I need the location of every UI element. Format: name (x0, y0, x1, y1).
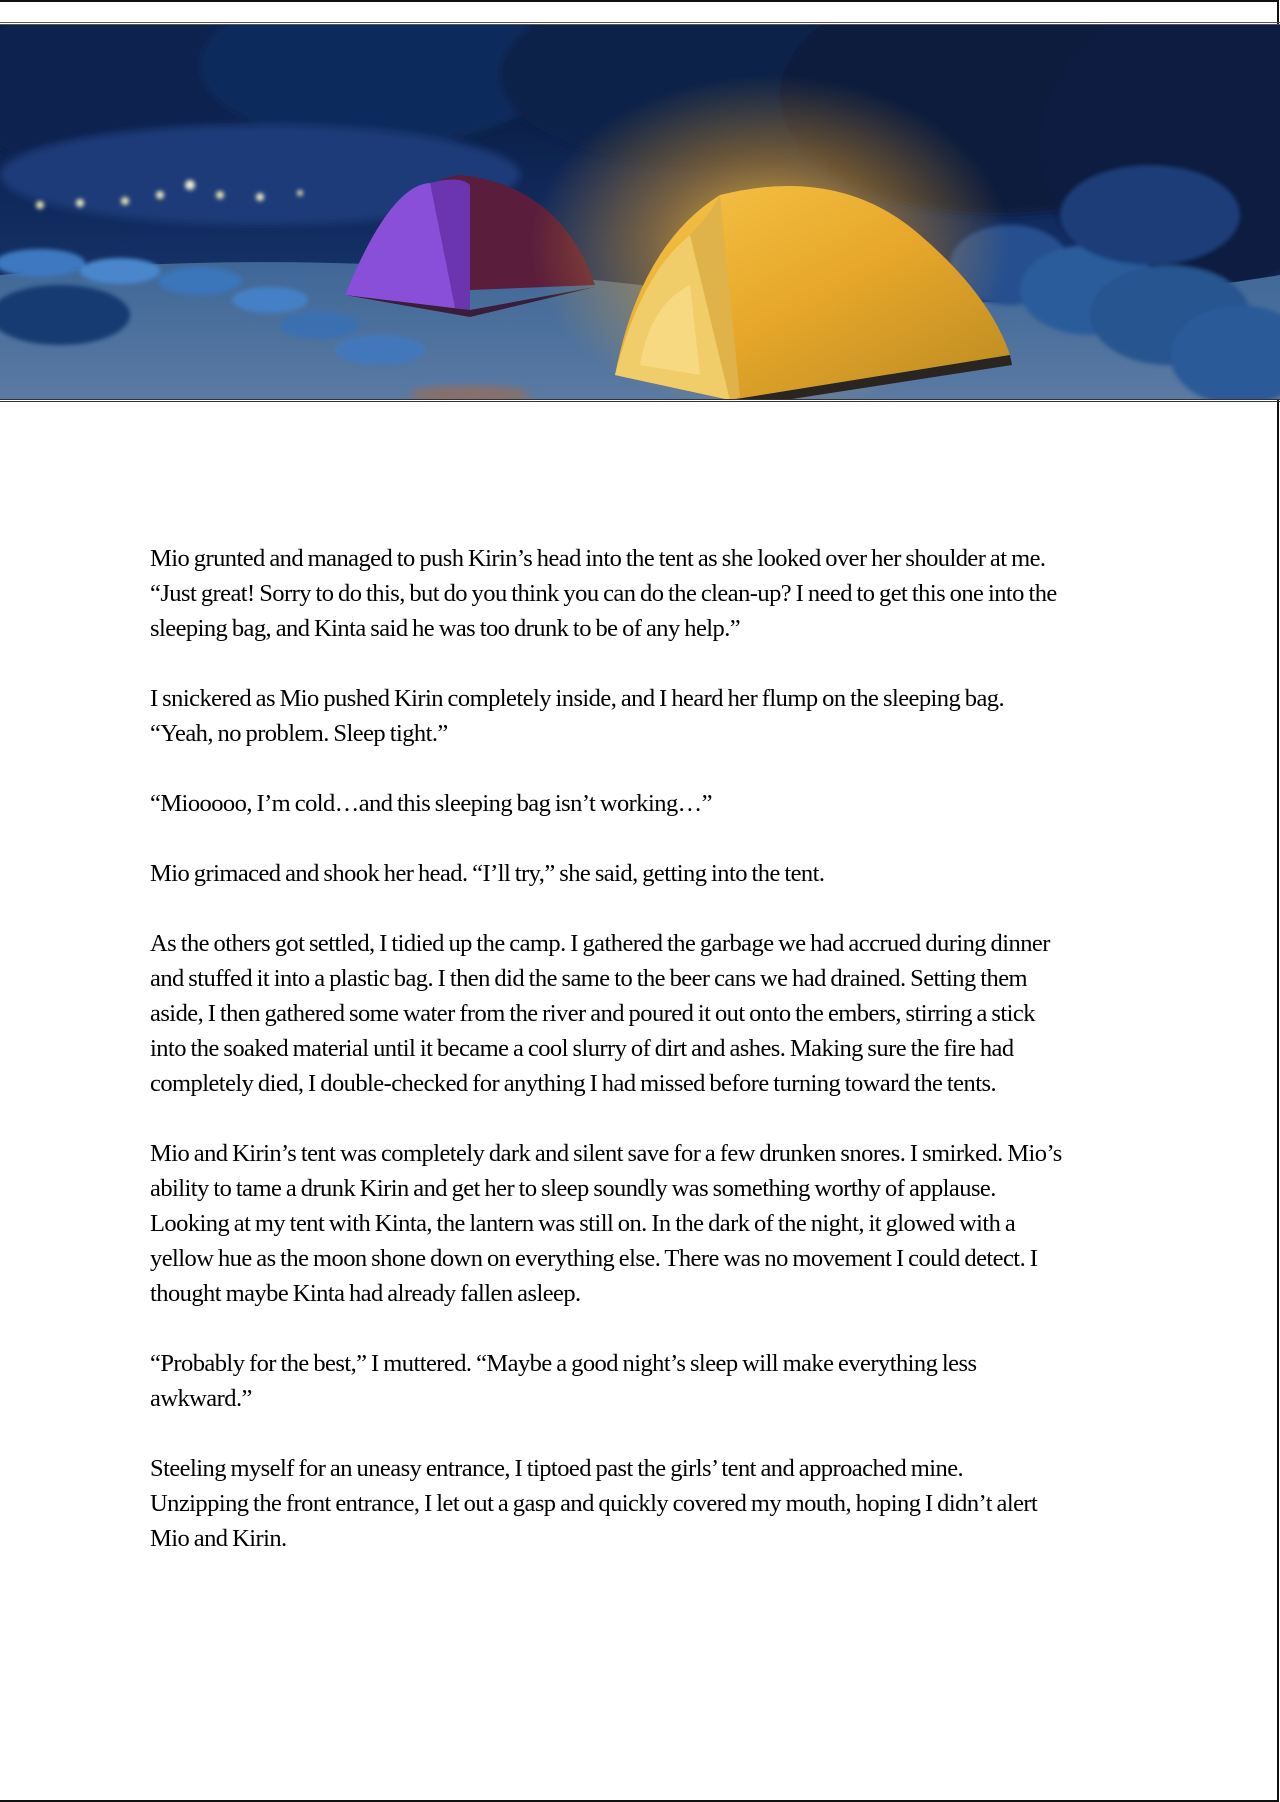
camping-tents-night-icon (0, 25, 1280, 399)
paragraph: Mio and Kirin’s tent was completely dark and silent save for a few drunken snores. I smirked. Mio’s ability to tame a drunk Kirin and get her to sleep soundly was something worthy of applause. Looking at my tent with Kinta, the lantern was still on. In the dark of the night, it glowed with a yellow hue as the moon shone down on everything else. There was no movement I could detect. I thought maybe Kinta had already fallen asleep. (150, 1140, 1062, 1307)
paragraph: Mio grimaced and shook her head. “I’ll try,” she said, getting into the tent. (150, 860, 825, 887)
header-illustration (0, 22, 1280, 402)
paragraph: “Miooooo, I’m cold…and this sleeping bag isn’t working…” (150, 790, 712, 817)
paragraph: Mio grunted and managed to push Kirin’s head into the tent as she looked over her shoulder at me. “Just great! Sorry to do this, but do you think you can do the clean-up? I need to get this one into the sleeping bag, and Kinta said he was too drunk to be of any help.” (150, 545, 1057, 642)
paragraph: As the others got settled, I tidied up the camp. I gathered the garbage we had accrued during dinner and stuffed it into a plastic bag. I then did the same to the beer cans we had drained. Setting them aside, I then gathered some water from the river and poured it out onto the embers, stirring a stick into the soaked material until it became a cool slurry of dirt and ashes. Making sure the fire had completely died, I double-checked for anything I had missed before turning toward the tents. (150, 930, 1050, 1097)
paragraph: Steeling myself for an uneasy entrance, I tiptoed past the girls’ tent and approached mine. Unzipping the front entrance, I let out a gasp and quickly covered my mouth, hoping I didn’t alert Mio and Kirin. (150, 1455, 1038, 1552)
story-text (150, 541, 1150, 1591)
paragraph: “Probably for the best,” I muttered. “Maybe a good night’s sleep will make everything less awkward.” (150, 1350, 977, 1412)
paragraph: I snickered as Mio pushed Kirin completely inside, and I heard her flump on the sleeping bag. “Yeah, no problem. Sleep tight.” (150, 685, 1005, 747)
